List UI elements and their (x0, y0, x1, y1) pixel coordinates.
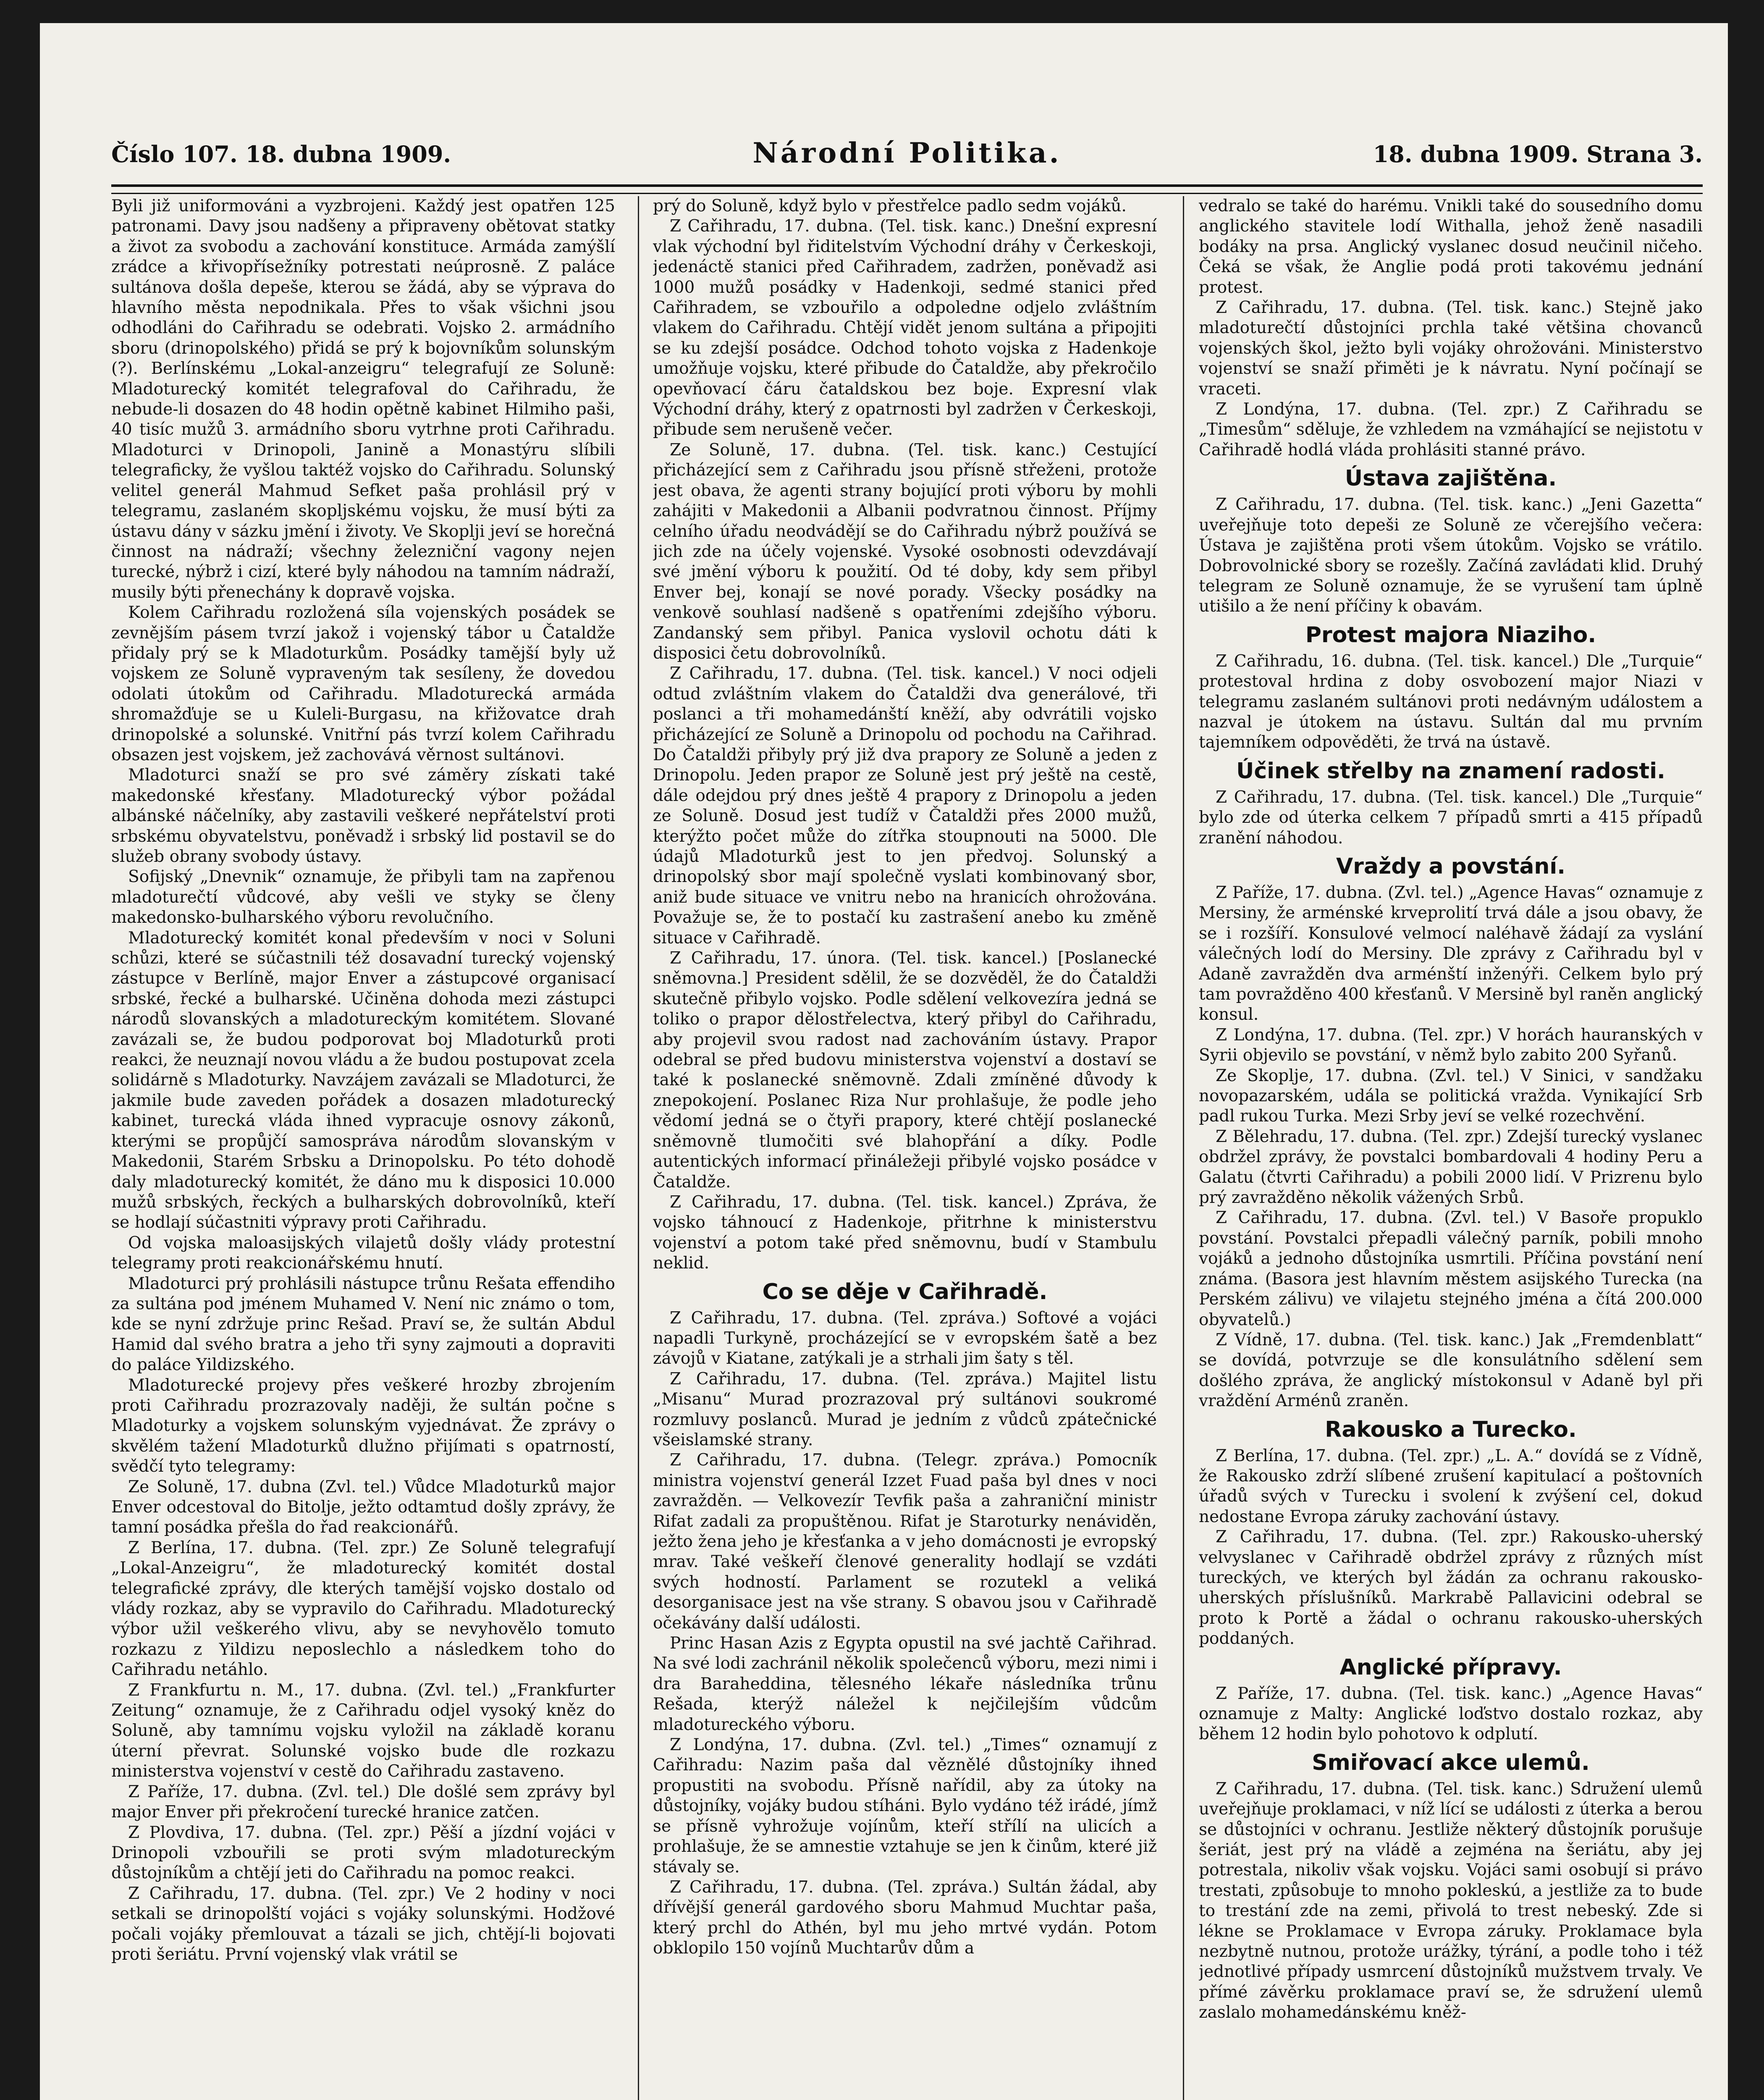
article-paragraph: Z Cařihradu, 17. dubna. (Tel. zpráva.) Softové a vojáci napadli Turkyně, procházející se v evropském šatě a bez závojů v Kiatane, zatýkali je a strhali jim šaty s těl. (653, 1308, 1157, 1368)
article-paragraph: Ze Skoplje, 17. dubna. (Zvl. tel.) V Sinici, v sandžaku novopazarském, udála se politická vražda. Vynikající Srb padl rukou Turka. Mezi Srby jeví se velké rozechvění. (1199, 1066, 1703, 1126)
article-paragraph: Ze Soluně, 17. dubna. (Tel. tisk. kanc.) Cestující přicházející sem z Cařihradu jsou přísně střeženi, protože jest obava, že agenti strany bojující proti výboru by mohli zahájiti v Makedonii a Albanii podvratnou činnost. Příjmy celního úřadu neodvádějí se do Cařihradu nýbrž používá se jich zde na účely vojenské. Vysoké osobnosti odevzdávají své jmění výboru k použití. Od té doby, kdy sem přibyl Enver bej, konají se nové porady. Všecky posádky na venkově souhlasí nadšeně s opatřeními zdejšího výboru. Zandanský sem přibyl. Panica vyslovil ochotu dáti k disposici četu dobrovolníků. (653, 440, 1157, 663)
article-paragraph: Z Cařihradu, 17. února. (Tel. tisk. kancel.) [Poslanecké sněmovna.] President sdělil, že se dozvěděl, že do Čataldži skutečně přibylo vojsko. Podle sdělení velkovezíra jedná se toliko o prapor dělostřelectva, který přibyl do Cařihradu, aby projevil svou radost nad zachováním ústavy. Prapor odebral se před budovu ministerstva vojenství a dostaví se také k poslanecké sněmovně. Zdali zmíněné důvody k znepokojení. Poslanec Riza Nur prohlašuje, že podle jeho vědomí jedná se o čtyři prapory, které chtějí poslanecké sněmovně tlumočiti své blahopřání a díky. Podle autentických informací přináležeji přibylé vojsko posádce v Čataldže. (653, 949, 1157, 1192)
article-paragraph: Z Cařihradu, 17. dubna. (Tel. tisk. kancel.) Dle „Turquie“ bylo zde od úterka celkem 7 případů smrti a 415 případů zranění náhodou. (1199, 788, 1703, 848)
article-paragraph: Mladoturecké projevy přes veškeré hrozby zbrojením proti Cařihradu prozrazovaly naději, že sultán počne s Mladoturky a vojskem solunským vyjednávat. Že zprávy o skvělém tažení Mladoturků dlužno přijímati s opatrností, svědčí tyto telegramy: (111, 1376, 615, 1476)
section-heading: Účinek střelby na znamení radosti. (1236, 758, 1665, 784)
article-paragraph: Z Londýna, 17. dubna. (Tel. zpr.) V horách hauranských v Syrii objevilo se povstání, v němž bylo zabito 200 Syřanů. (1199, 1025, 1703, 1065)
article-paragraph: Z Cařihradu, 17. dubna. (Tel. tisk. kanc.) Dnešní expresní vlak východní byl řiditelstvím Východní dráhy v Čerkeskoji, jedenáctě stanici před Cařihradem, zadržen, poněvadž asi 1000 mužů posádky v Hadenkoji, sedmé stanici před Cařihradem, se vzbouřilo a odpoledne odjelo zvláštním vlakem do Cařihradu. Chtějí vidět jenom sultána a připojiti se ku zdejší posádce. Odchod tohoto vojska z Hadenkoje umožňuje vojsku, které přibude do Čataldže, aby překročilo opevňovací čáru čataldskou bez boje. Expresní vlak Východní dráhy, který z opatrnosti byl zadržen v Čerkeskoji, přibude sem nerušeně večer. (653, 217, 1157, 439)
article-paragraph: Z Cařihradu, 17. dubna. (Tel. tisk. kanc.) Sdružení ulemů uveřejňuje proklamaci, v níž lící se události z úterka a berou se důstojníci v ochranu. Jestliže některý důstojník porušuje šeriát, jest prý na vládě a zejména na šeriátu, aby jej potrestala, nikoliv však vojsku. Vojáci sami osobují si právo trestati, způsobuje to mnoho pokleskú, a jestliže za to bude to trestání zde na zemi, přivolá to trest nebeský. Zde si lékne se Proklamace v Evropa záruky. Proklamace byla nezbytně nutnou, protože urážky, týrání, a podle toho i též jednotlivé případy usmrcení důstojníků mužstvem trvaly. Ve přímé závěrku proklamace praví se, že sdružení ulemů zaslalo mohamedánskému kněž- (1199, 1779, 1703, 2022)
newspaper-title: Národní Politika. (752, 136, 1062, 169)
article-paragraph: Z Bělehradu, 17. dubna. (Tel. zpr.) Zdejší turecký vyslanec obdržel zprávy, že povstalci bombardovali 4 hodiny Peru a Galatu (čtvrti Cařihradu) a pobili 2000 lidí. V Prizrenu bylo prý zavražděno několik vážených Srbů. (1199, 1127, 1703, 1208)
article-paragraph: Kolem Cařihradu rozložená síla vojenských posádek se zevnějším pásem tvrzí jakož i vojenský tábor u Čataldže přidaly prý se k Mladoturkům. Posádky tamější byly už vojskem ze Soluně vypraveným tak sesíleny, že dovedou odolati útokům od Cařihradu. Mladoturecká armáda shromažďuje se u Kuleli-Burgasu, na křižovatce drah drinopolské a solunské. Vnitřní pás tvrzí kolem Cařihradu obsazen jest vojskem, jež zachovává věrnost sultánovi. (111, 603, 615, 764)
article-paragraph: Z Cařihradu, 17. dubna. (Tel. zpráva.) Sultán žádal, aby dřívější generál gardového sboru Mahmud Muchtar paša, který prchl do Athén, byl mu jeho mrtvé vydán. Potom obklopilo 150 vojínů Muchtarův dům a (653, 1877, 1157, 1958)
masthead (111, 136, 1703, 174)
article-paragraph: Mladoturci snaží se pro své záměry získati také makedonské křesťany. Mladoturecký výbor požádal albánské náčelníky, aby zastavili veškeré nepřátelství proti srbskému obyvatelstvu, poněvadž i srbský lid postavil se do služeb obrany svobody ústavy. (111, 766, 615, 866)
article-paragraph: Z Cařihradu, 17. dubna. (Tel. tisk. kanc.) „Jeni Gazetta“ uveřejňuje toto depeši ze Soluně ze včerejšího večera: Ústava je zajištěna proti všem útokům. Vojsko se vrátilo. Dobrovolnické sbory se rozešly. Začíná zavládati klid. Druhý telegram ze Soluně oznamuje, že se vyrušení tam úplně utišilo a že není příčiny k obavám. (1199, 495, 1703, 616)
article-paragraph: Od vojska maloasijských vilajetů došly vlády protestní telegramy proti reakcionářskému hnutí. (111, 1233, 615, 1273)
section-heading: Vraždy a povstání. (1336, 853, 1565, 879)
newspaper-page (40, 23, 1728, 2100)
article-paragraph: Z Cařihradu, 17. dubna. (Zvl. tel.) V Basoře propuklo povstání. Povstalci přepadli válečný parník, pobili mnoho vojáků a jednoho důstojníka usmrtili. Příčina povstání není známa. (Basora jest hlavním městem asijského Turecka (na Perském zálivu) ve vilajetu stejného jména a čítá 200.000 obyvatelů.) (1199, 1208, 1703, 1329)
article-paragraph: Z Cařihradu, 17. dubna. (Tel. zpráva.) Majitel listu „Misanu“ Murad prozrazoval prý sultánovi soukromé rozmluvy poslanců. Murad je jedním z vůdců zpátečnické všeislamské strany. (653, 1369, 1157, 1449)
section-heading: Anglické přípravy. (1339, 1654, 1562, 1680)
masthead-rule (111, 184, 1703, 194)
article-paragraph: Z Cařihradu, 17. dubna. (Tel. tisk. kancel.) Zpráva, že vojsko táhnoucí z Hadenkoje, přitrhne k ministerstvu vojenství a potom také před sněmovnu, budí v Stambulu neklid. (653, 1192, 1157, 1273)
article-paragraph: Z Berlína, 17. dubna. (Tel. zpr.) Ze Soluně telegrafují „Lokal-Anzeigru“, že mladoturecký komitét dostal telegrafické zprávy, dle kterých tamější vojsko dostalo od vlády rozkaz, aby se vypravilo do Cařihradu. Mladoturecký výbor užil veškerého vlivu, aby se nevyhovělo tomuto rozkazu z Yildizu neposlechlo a následkem toho do Cařihradu netáhlo. (111, 1538, 615, 1680)
article-paragraph: Mladoturecký komitét konal především v noci v Soluni schůzi, které se súčastnili též dosavadní turecký vojenský zástupce v Berlíně, major Enver a zástupcové organisací srbské, řecké a bulharské. Učiněna dohoda mezi zástupci národů slovanských a mladotureckým komitétem. Slované zavázali se, že budou podporovat boj Mladoturků proti reakci, že neuznají novou vládu a že budou postupovat zcela solidárně s Mladoturky. Navzájem zavázali se Mladoturci, že jakmile bude zaveden pořádek a dosazen mladoturecký kabinet, turecká vláda ihned vypracuje osnovy zákonů, kterými se propůjčí samospráva národům slovanským v Makedonii, Starém Srbsku a Drinopolsku. Po této dohodě daly mladoturecký komitét, že dáno mu k disposici 10.000 mužů srbských, řeckých a bulharských dobrovolníků, kteří se hodlají súčastniti výpravy proti Cařihradu. (111, 928, 615, 1232)
article-paragraph: Princ Hasan Azis z Egypta opustil na své jachtě Cařihrad. Na své lodi zachránil několik společenců výboru, mezi nimi i dra Baraheddina, tělesného lékaře následníka trůnu Rešada, kterýž náležel k nejčilejším vůdcům mladotureckého výboru. (653, 1634, 1157, 1734)
article-paragraph: Byli již uniformováni a vyzbrojeni. Každý jest opatřen 125 patronami. Davy jsou nadšeny a připraveny obětovat statky a život za svobodu a zachování konstituce. Armáda zamýšlí zrádce a křivopřísežníky potrestati neúprosně. Z paláce sultánova došla depeše, kterou se žádá, aby se výprava do hlavního města nepodnikala. Přes to však všichni jsou odhodláni do Cařihradu se odebrati. Vojsko 2. armádního sboru (drinopolského) přidá se prý k bojovníkům solunským (?). Berlínskému „Lokal-anzeigru“ telegrafují ze Soluně: Mladoturecký komitét telegrafoval do Cařihradu, že nebude-li dosazen do 48 hodin opětně kabinet Hilmiho paši, 40 tisíc mužů 3. armádního sboru vytrhne proti Cařihradu. Mladoturci v Drinopoli, Janině a Monastýru slíbili telegraficky, že vyšlou taktéž vojsko do Cařihradu. Solunský velitel generál Mahmud Sefket paša prohlásil prý v telegramu, zaslaném skopljskému vojsku, že musí býti za ústavu dány v sázku jmění i životy. Ve Skoplji jeví se horečná činnost na nádraží; všechny železniční vagony nejen turecké, nýbrž i cizí, které byly náhodou na tamním nádraží, musily býti přenechány k dopravě vojska. (111, 197, 615, 602)
article-paragraph: Z Londýna, 17. dubna. (Zvl. tel.) „Times“ oznamují z Cařihradu: Nazim paša dal věznělé důstojníky ihned propustiti na svobodu. Přísně nařídil, aby za útoky na důstojníky, vojáky budou stíháni. Bylo vydáno též irádé, jímž se přísně vyhrožuje vojínům, kteří střílí na ulicích a prohlašuje, že se amnestie vztahuje se jen k činům, které již stávaly se. (653, 1735, 1157, 1877)
article-paragraph: Sofijský „Dnevnik“ oznamuje, že přibyli tam na zapřenou mladoturečtí vůdcové, aby vešli ve styky se členy makedonsko-bulharského výboru revolučního. (111, 867, 615, 927)
article-paragraph: Z Cařihradu, 17. dubna. (Telegr. zpráva.) Pomocník ministra vojenství generál Izzet Fuad paša byl dnes v noci zavražděn. — Velkovezír Tevfik paša a zahraniční ministr Rifat zadali za propuštěnou. Rifat je Staroturky nenáviděn, ježto žena jeho je křesťanka a v jeho domácnosti je evropský mrav. Také veškeří členové generality hodlají se vzdáti svých hodností. Parlament se rozutekl a veliká desorganisace jest na vše strany. S obavou jsou v Cařihradě očekávány další události. (653, 1451, 1157, 1633)
article-paragraph: Ze Soluně, 17. dubna (Zvl. tel.) Vůdce Mladoturků major Enver odcestoval do Bitolje, ježto odtamtud došly zprávy, že tamní posádka přešla do řad reakcionářů. (111, 1477, 615, 1537)
article-paragraph: Z Paříže, 17. dubna. (Tel. tisk. kanc.) „Agence Havas“ oznamuje z Malty: Anglické loďstvo dostalo rozkaz, aby během 12 hodin bylo pohotovo k odplutí. (1199, 1684, 1703, 1744)
article-paragraph: Z Berlína, 17. dubna. (Tel. zpr.) „L. A.“ dovídá se z Vídně, že Rakousko zdrží slíbené zrušení kapitulací a poštovních úřadů svých v Turecku i svolení k zvýšení cel, dokud nedostane Evropa záruky zachování ústavy. (1199, 1446, 1703, 1526)
column-divider (638, 196, 639, 2100)
article-paragraph: Z Cařihradu, 17. dubna. (Tel. tisk. kancel.) V noci odjeli odtud zvláštním vlakem do Čataldži dva generálové, tři poslanci a tři mohamedánští kněží, aby odvrátili vojsko přicházející ze Soluně a Drinopolu od pochodu na Cařihrad. Do Čataldži přibyly prý již dva prapory ze Soluně a jeden z Drinopolu. Jeden prapor ze Soluně jest prý ještě na cestě, dále odejdou prý dnes ještě 4 prapory z Drinopolu a jeden ze Soluně. Dosud jest tudíž v Čataldži přes 2000 mužů, kterýžto počet může do zítřka stoupnouti na 5000. Dle údajů Mladoturků jest to jen předvoj. Solunský a drinopolský sbor mají společně vyslati kombinovaný sbor, aniž bude situace ve vnitru nebo na hranicích ohrožována. Považuje se, že to postačí ku zastrašení anebo ku změně situace v Cařihradě. (653, 664, 1157, 948)
section-heading: Rakousko a Turecko. (1325, 1417, 1577, 1442)
article-paragraph: Z Cařihradu, 17. dubna. (Tel. zpr.) Rakousko-uherský velvyslanec v Cařihradě obdržel zprávy z různých míst tureckých, ve kterých byl žádán za ochranu rakousko-uherských příslušníků. Markrabě Pallavicini odebral se proto k Portě a žádal o ochranu rakousko-uherských poddaných. (1199, 1528, 1703, 1648)
article-paragraph: Z Cařihradu, 17. dubna. (Tel. zpr.) Ve 2 hodiny v noci setkali se drinopolští vojáci s vojáky solunskými. Hodžové počali vojáky přemlouvat a tázali se jich, chtějí-li bojovati proti šeriátu. První vojenský vlak vrátil se (111, 1884, 615, 1964)
article-paragraph: prý do Soluně, když bylo v přestřelce padlo sedm vojáků. (653, 197, 1127, 215)
article-paragraph: Z Paříže, 17. dubna. (Zvl. tel.) Dle došlé sem zprávy byl major Enver při překročení turecké hranice zatčen. (111, 1782, 615, 1822)
article-paragraph: vedralo se také do harému. Vnikli také do sousedního domu anglického stavitele lodí Withalla, jehož ženě nasadili bodáky na prsa. Anglický vyslanec dosud neučinil ničeho. Čeká se však, že Anglie podá proti takovému jednání protest. (1199, 197, 1703, 297)
column-1 (111, 196, 615, 2100)
article-paragraph: Z Frankfurtu n. M., 17. dubna. (Zvl. tel.) „Frankfurter Zeitung“ oznamuje, že z Cařihradu odjel vysoký kněz do Soluně, aby tamnímu vojsku vyložil na základě koranu úterní převrat. Solunské vojsko bude dle rozkazu ministerstva vojenství v cestě do Cařihradu zastaveno. (111, 1680, 615, 1781)
issue-number: Číslo 107. 18. dubna 1909. (111, 141, 451, 168)
column-2 (653, 196, 1157, 2100)
section-heading: Protest majora Niaziho. (1305, 622, 1596, 648)
article-paragraph: Mladoturci prý prohlásili nástupce trůnu Rešata effendiho za sultána pod jménem Muhamed V. Není nic známo o tom, kde se nyní zdržuje princ Rešad. Praví se, že sultán Abdul Hamid dal svého bratra a jeho tři syny zajmouti a dopraviti do paláce Yildizského. (111, 1274, 615, 1375)
article-paragraph: Z Cařihradu, 16. dubna. (Tel. tisk. kancel.) Dle „Turquie“ protestoval hrdina z doby osvobození major Niazi v telegramu zaslaném sultánovi proti nedávným událostem a nazval je útokem na ústavu. Sultán dal mu prvním tajemníkem odpověděti, že trvá na ústavě. (1199, 651, 1703, 752)
article-paragraph: Z Londýna, 17. dubna. (Tel. zpr.) Z Cařihradu se „Timesům“ sděluje, že vzhledem na vzmáhající se nejistotu v Cařihradě hodlá vláda prohlásiti stanné právo. (1199, 400, 1703, 459)
section-heading: Smiřovací akce ulemů. (1312, 1750, 1590, 1775)
column-divider (1183, 196, 1184, 2100)
column-3 (1199, 196, 1703, 2100)
date-and-page: 18. dubna 1909. Strana 3. (1373, 141, 1703, 168)
article-paragraph: Z Vídně, 17. dubna. (Tel. tisk. kanc.) Jak „Fremdenblatt“ se dovídá, potvrzuje se dle konsulátního sdělení sem došlého zpráva, že anglický místokonsul v Adaně byl při vraždění Arménů zraněn. (1199, 1330, 1703, 1411)
section-heading: Ústava zajištěna. (1345, 466, 1557, 491)
section-heading: Co se děje v Cařihradě. (762, 1279, 1048, 1305)
article-paragraph: Z Cařihradu, 17. dubna. (Tel. tisk. kanc.) Stejně jako mladoturečtí důstojníci prchla také většina chovanců vojenských škol, ježto byli vojáky ohrožováni. Ministerstvo vojenství se snaží přiměti je k návratu. Nyní počínají se vraceti. (1199, 298, 1703, 399)
article-paragraph: Z Plovdiva, 17. dubna. (Tel. zpr.) Pěší a jízdní vojáci v Drinopoli vzbouřili se proti svým mladotureckým důstojníkům a chtějí jeti do Cařihradu na pomoc reakci. (111, 1823, 615, 1883)
article-paragraph: Z Paříže, 17. dubna. (Zvl. tel.) „Agence Havas“ oznamuje z Mersiny, že arménské krveprolití trvá dále a jsou obavy, že se i rozšíří. Konsulové velmocí naléhavě žádají za vyslání válečných lodí do Mersiny. Dle zprávy z Cařihradu byl v Adaně zavražděn dva arménští inženýři. Celkem bylo prý tam povražděno 400 křesťanů. V Mersině byl raněn anglický konsul. (1199, 883, 1703, 1024)
